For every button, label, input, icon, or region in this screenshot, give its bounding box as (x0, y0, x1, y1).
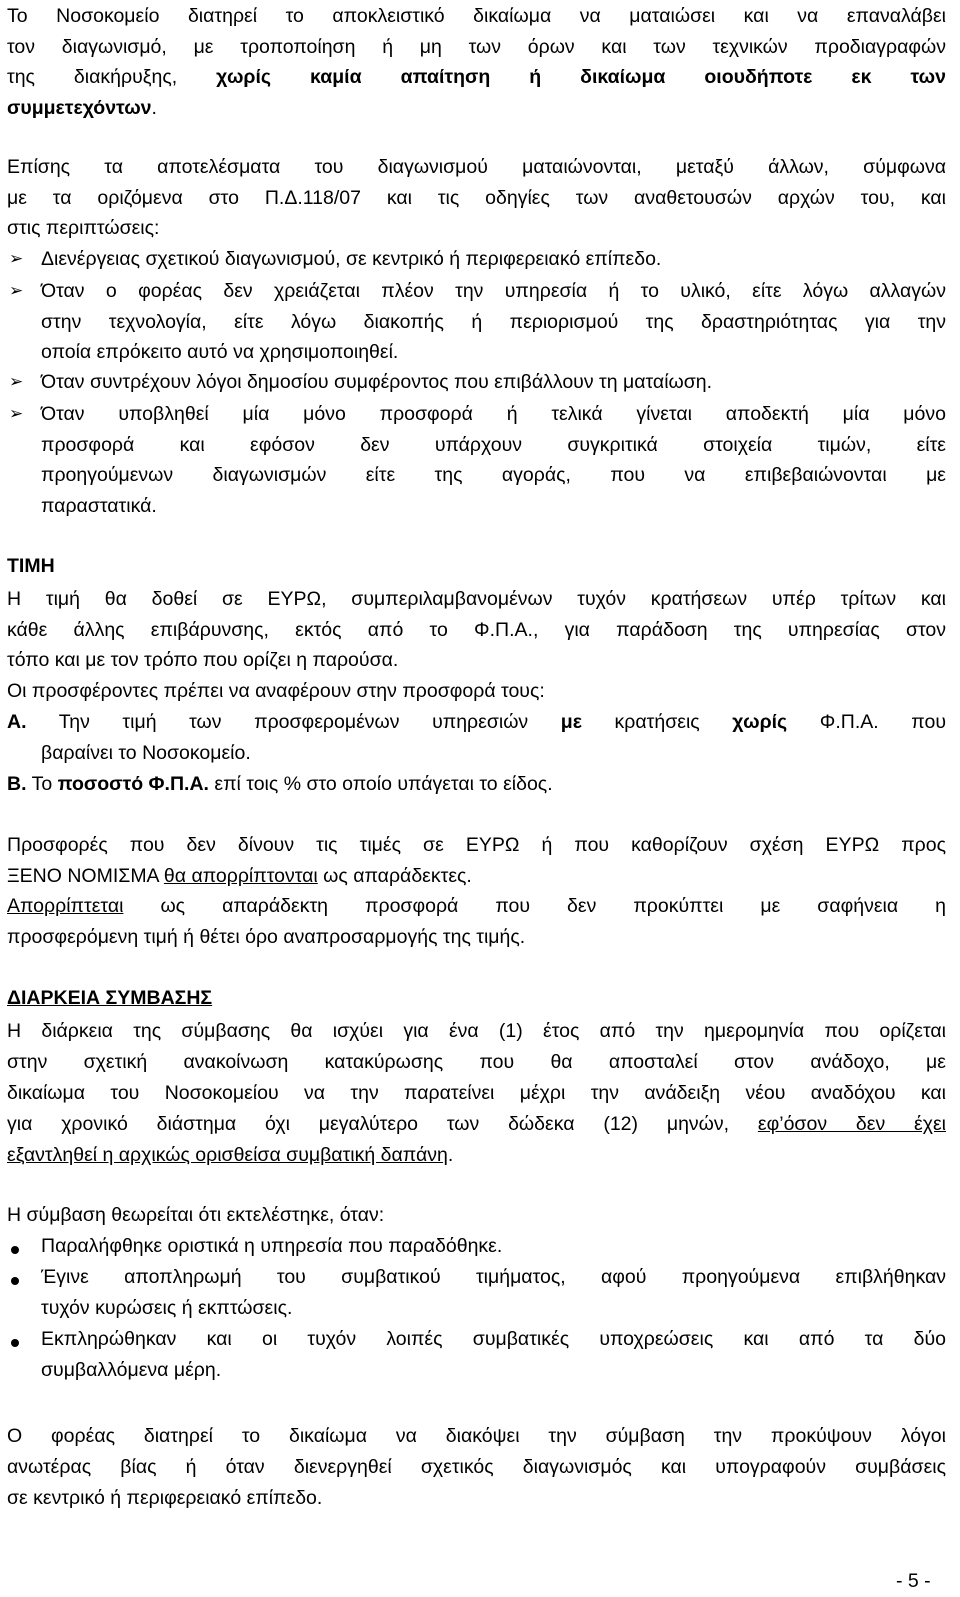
paragraph-results-cancelled-line: στις περιπτώσεις: (7, 217, 160, 239)
case-item: προσφορά και εφόσον δεν υπάρχουν συγκριτικά στοιχεία τιμών, είτε (41, 434, 946, 456)
duration-line (7, 1112, 946, 1136)
section-heading-duration: ΔΙΑΡΚΕΙΑ ΣΥΜΒΑΣΗΣ (7, 987, 213, 1009)
text-span: ως απαράδεκτη προσφορά που δεν προκύπτει με σαφήνεια η (123, 895, 946, 917)
price-item-a (7, 710, 946, 734)
bold-text: με (560, 711, 582, 733)
case-item: Διενέργειας σχετικού διαγωνισμού, σε κεντρικό ή περιφερειακό επίπεδο. (41, 248, 662, 270)
price-item-a: βαραίνει το Νοσοκομείο. (41, 742, 251, 764)
underlined-text: θα απορρίπτονται (163, 865, 318, 887)
offers-line (7, 894, 946, 918)
text-span: για χρονικό διάστημα όχι μεγαλύτερο των δώδεκα (12) μηνών, (7, 1113, 758, 1135)
paragraph-results-cancelled-line: με τα οριζόμενα στο Π.Δ.118/07 και τις οδηγίες των αναθετουσών αρχών του, και (7, 187, 946, 209)
arrow-bullet-icon: ➢ (9, 404, 24, 424)
price-line: κάθε άλλης επιβάρυνσης, εκτός από το Φ.Π.Α., για παράδοση της υπηρεσίας στον (7, 619, 946, 641)
text-span: της διακήρυξης, (7, 66, 217, 88)
duration-line: στην σχετική ανακοίνωση κατακύρωσης που θα αποσταλεί στον ανάδοχο, με (7, 1051, 946, 1073)
offers-line: Προσφορές που δεν δίνουν τις τιμές σε ΕΥΡΩ ή που καθορίζουν σχέση ΕΥΡΩ προς (7, 834, 946, 856)
price-line: Η τιμή θα δοθεί σε ΕΥΡΩ, συμπεριλαμβανομένων τυχόν κρατήσεων υπέρ τρίτων και (7, 588, 946, 610)
termination-line: ανωτέρας βίας ή όταν διενεργηθεί σχετικός διαγωνισμός και υπογραφούν συμβάσεις (7, 1456, 946, 1478)
text-span: Την τιμή των προσφερομένων υπηρεσιών (26, 711, 561, 733)
executed-item: Εκπληρώθηκαν και οι τυχόν λοιπές συμβατικές υποχρεώσεις και από τα δύο (41, 1328, 946, 1350)
duration-line (7, 1143, 946, 1167)
text-span: επί τοις % στο οποίο υπάγεται το είδος. (208, 773, 553, 795)
bullet-dot-icon (11, 1339, 19, 1347)
paragraph-cancel-rights-line (7, 96, 946, 120)
bullet-dot-icon (11, 1246, 19, 1254)
executed-intro: Η σύμβαση θεωρείται ότι εκτελέστηκε, όταν: (7, 1204, 385, 1226)
text-span: . (447, 1144, 454, 1166)
duration-line: δικαίωμα του Νοσοκομείου να την παρατείνει μέχρι την ανάδειξη νέου αναδόχου και (7, 1082, 946, 1104)
executed-item: συμβαλλόμενα μέρη. (41, 1359, 222, 1381)
paragraph-cancel-rights-line (7, 65, 946, 89)
paragraph-cancel-rights-line: Το Νοσοκομείο διατηρεί το αποκλειστικό δικαίωμα να ματαιώσει και να επαναλάβει (7, 5, 946, 27)
price-line: τόπο και με τον τρόπο που ορίζει η παρούσα. (7, 649, 399, 671)
bold-text: συμμετεχόντων (7, 97, 152, 119)
page-number: - 5 - (896, 1570, 931, 1592)
executed-item: Έγινε αποπληρωμή του συμβατικού τιμήματος, αφού προηγούμενα επιβλήθηκαν (41, 1266, 946, 1288)
text-span: ως απαράδεκτες. (317, 865, 472, 887)
executed-item: τυχόν κυρώσεις ή εκπτώσεις. (41, 1297, 293, 1319)
paragraph-results-cancelled-line: Επίσης τα αποτελέσματα του διαγωνισμού ματαιώνονται, μεταξύ άλλων, σύμφωνα (7, 156, 946, 178)
price-item-b (7, 772, 946, 796)
item-label: Β. (7, 773, 27, 795)
underlined-text: Απορρίπτεται (7, 895, 124, 917)
text-span: Το (26, 773, 58, 795)
case-item: Όταν υποβληθεί μία μόνο προσφορά ή τελικά γίνεται αποδεκτή μία μόνο (41, 403, 946, 425)
item-label: Α. (7, 711, 27, 733)
arrow-bullet-icon: ➢ (9, 372, 24, 392)
case-item: στην τεχνολογία, είτε λόγω διακοπής ή περιορισμού της δραστηριότητας για την (41, 311, 946, 333)
termination-line: Ο φορέας διατηρεί το δικαίωμα να διακόψει την σύμβαση την προκύψουν λόγοι (7, 1425, 946, 1447)
text-span: ΞΕΝΟ ΝΟΜΙΣΜΑ (7, 865, 164, 887)
text-span: . (151, 97, 157, 119)
arrow-bullet-icon: ➢ (9, 249, 24, 269)
case-item: παραστατικά. (41, 495, 157, 517)
bold-text: χωρίς (732, 711, 788, 733)
text-span: Φ.Π.Α. που (787, 711, 946, 733)
bold-text: χωρίς καμία απαίτηση ή δικαίωμα οιουδήποτε εκ των (216, 66, 947, 88)
termination-line: σε κεντρικό ή περιφερειακό επίπεδο. (7, 1487, 323, 1509)
case-item: οποία επρόκειτο αυτό να χρησιμοποιηθεί. (41, 341, 399, 363)
duration-line: Η διάρκεια της σύμβασης θα ισχύει για ένα (1) έτος από την ημερομηνία που ορίζεται (7, 1020, 946, 1042)
price-line: Οι προσφέροντες πρέπει να αναφέρουν στην προσφορά τους: (7, 680, 545, 702)
underlined-text: εφ’όσον δεν έχει (757, 1113, 946, 1135)
case-item: Όταν ο φορέας δεν χρειάζεται πλέον την υπηρεσία ή το υλικό, είτε λόγω αλλαγών (41, 280, 946, 302)
bullet-dot-icon (11, 1277, 19, 1285)
section-heading-price: ΤΙΜΗ (7, 555, 55, 577)
offers-line (7, 864, 946, 888)
case-item: Όταν συντρέχουν λόγοι δημοσίου συμφέροντος που επιβάλλουν τη ματαίωση. (41, 371, 713, 393)
text-span: κρατήσεις (581, 711, 733, 733)
paragraph-cancel-rights-line: τον διαγωνισμό, με τροποποίηση ή μη των όρων και των τεχνικών προδιαγραφών (7, 36, 946, 58)
bold-text: ποσοστό Φ.Π.Α. (57, 773, 209, 795)
underlined-text: εξαντληθεί η αρχικώς ορισθείσα συμβατική δαπάνη (7, 1144, 448, 1166)
executed-item: Παραλήφθηκε οριστικά η υπηρεσία που παραδόθηκε. (41, 1235, 503, 1257)
case-item: προηγούμενων διαγωνισμών είτε της αγοράς, που να επιβεβαιώνονται με (41, 464, 946, 486)
arrow-bullet-icon: ➢ (9, 281, 24, 301)
offers-line: προσφερόμενη τιμή ή θέτει όρο αναπροσαρμογής της τιμής. (7, 926, 526, 948)
